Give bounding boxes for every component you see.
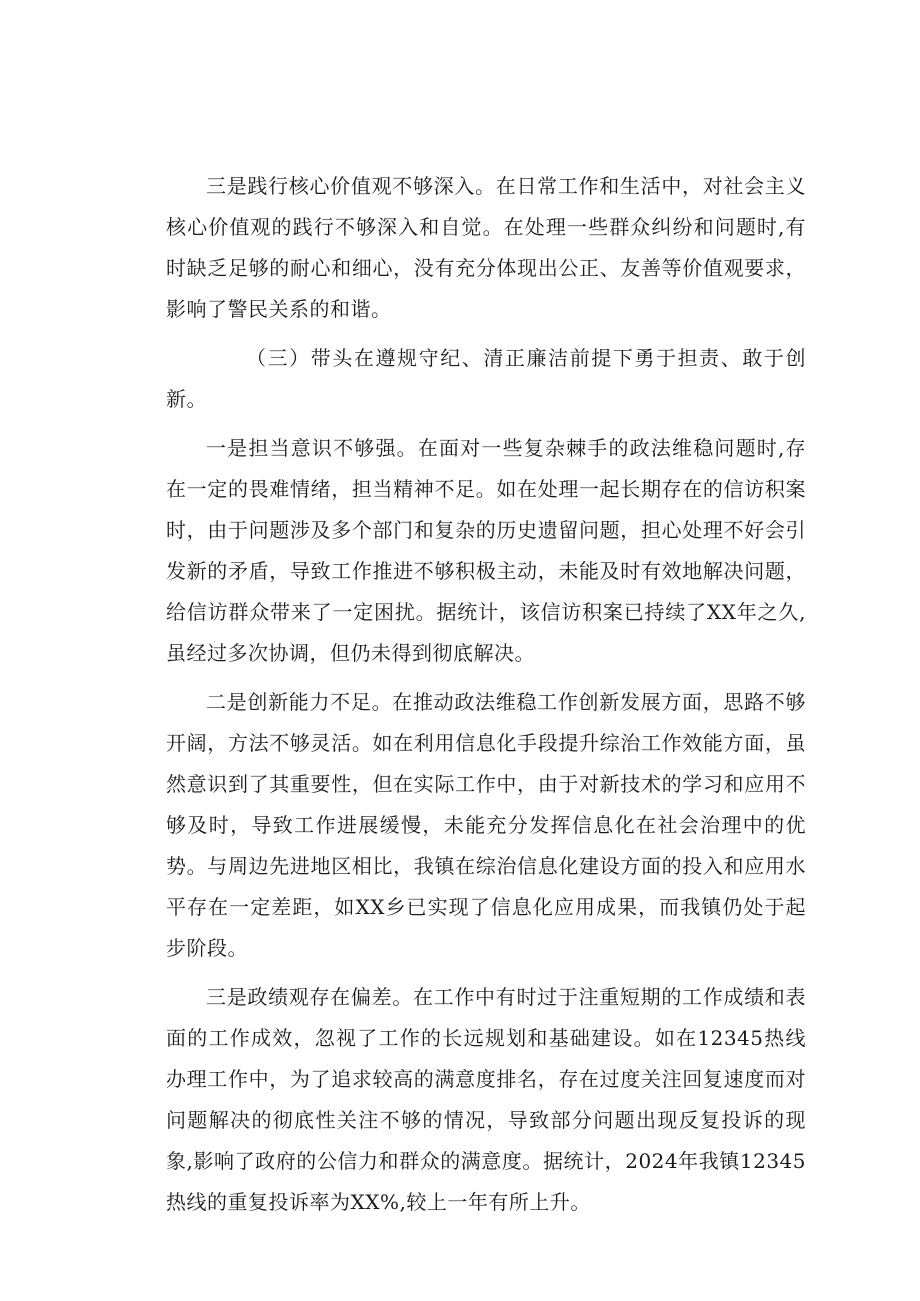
section-heading-three: （三）带头在遵规守纪、清正廉洁前提下勇于担责、敢于创新。 — [166, 346, 806, 411]
document-body — [166, 166, 806, 1223]
paragraph-values-practice: 三是践行核心价值观不够深入。在日常工作和生活中，对社会主义核心价值观的践行不够深入和自觉。在处理一些群众纠纷和问题时,有时缺乏足够的耐心和细心，没有充分体现出公正、友善等价值观要求，影响了警民关系的和谐。 — [166, 174, 806, 321]
paragraph-responsibility: 一是担当意识不够强。在面对一些复杂棘手的政法维稳问题时,存在一定的畏难情绪，担当精神不足。如在处理一起长期存在的信访积案时，由于问题涉及多个部门和复杂的历史遗留问题，担心处理不好会引发新的矛盾，导致工作推进不够积极主动，未能及时有效地解决问题，给信访群众带来了一定困扰。据统计，该信访积案已持续了XX年之久,虽经过多次协调，但仍未得到彻底解决。 — [166, 436, 806, 665]
paragraph-innovation: 二是创新能力不足。在推动政法维稳工作创新发展方面，思路不够开阔，方法不够灵活。如在利用信息化手段提升综治工作效能方面，虽然意识到了其重要性，但在实际工作中，由于对新技术的学习和应用不够及时，导致工作进展缓慢，未能充分发挥信息化在社会治理中的优势。与周边先进地区相比，我镇在综治信息化建设方面的投入和应用水平存在一定差距，如XX乡已实现了信息化应用成果，而我镇仍处于起步阶段。 — [166, 690, 806, 960]
paragraph-performance-view: 三是政绩观存在偏差。在工作中有时过于注重短期的工作成绩和表面的工作成效，忽视了工作的长远规划和基础建设。如在12345热线办理工作中，为了追求较高的满意度排名，存在过度关注回复速度而对问题解决的彻底性关注不够的情况，导致部分问题出现反复投诉的现象,影响了政府的公信力和群众的满意度。据统计，2024年我镇12345热线的重复投诉率为XX%,较上一年有所上升。 — [166, 985, 806, 1214]
